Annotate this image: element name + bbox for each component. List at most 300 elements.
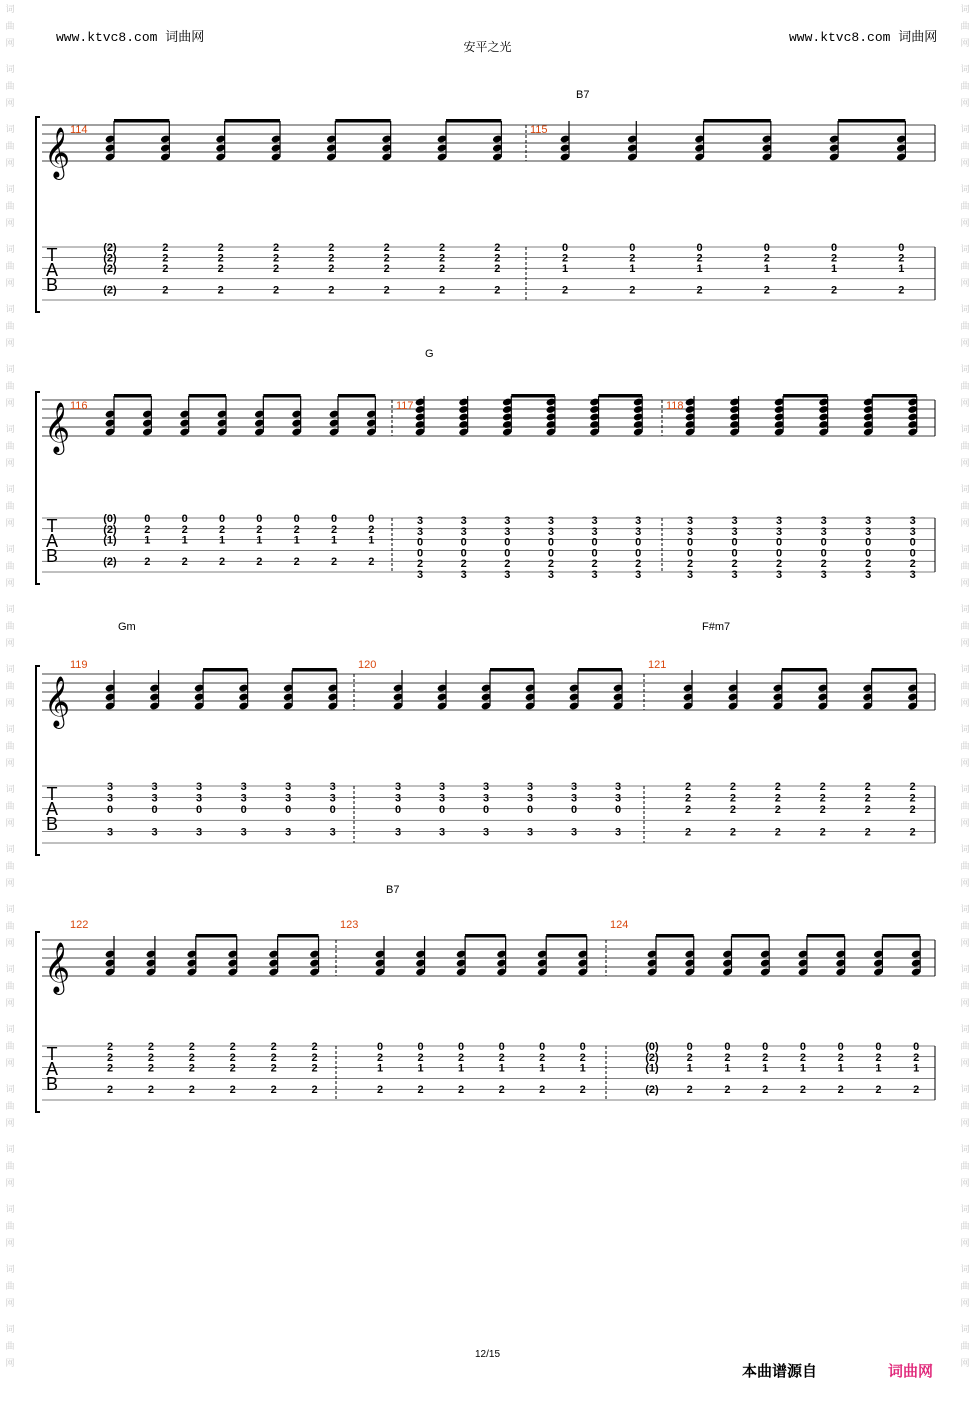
tab-number: 1 xyxy=(799,1062,806,1075)
tab-number: 2 xyxy=(837,1084,844,1097)
tab-number: 1 xyxy=(181,534,188,547)
beam xyxy=(872,668,917,672)
tab-number: 3 xyxy=(240,826,247,839)
tab-number: 2 xyxy=(724,1051,731,1064)
tab-number: 2 xyxy=(181,523,188,536)
tab-number: 2 xyxy=(147,1084,154,1097)
watermark-block: 词 曲 网 xyxy=(960,665,970,709)
tab-number: 3 xyxy=(438,781,446,793)
header-site-right-url[interactable]: www.ktvc8.com xyxy=(789,30,891,45)
tab-number: 3 xyxy=(526,781,534,793)
tab-column xyxy=(821,515,827,581)
tab-column xyxy=(330,781,336,839)
tab-number: 2 xyxy=(731,558,738,571)
tab-number: 2 xyxy=(684,792,692,805)
tab-number: 2 xyxy=(762,1084,769,1097)
watermark-block: 词 曲 网 xyxy=(5,125,15,169)
tab-column xyxy=(294,513,300,568)
tab-number: 0 xyxy=(376,1041,384,1053)
beam xyxy=(656,934,694,938)
tab-number: 2 xyxy=(217,242,224,254)
tab-number: 0 xyxy=(504,547,511,560)
tab-number: 0 xyxy=(526,803,534,816)
tab-number: 2 xyxy=(270,1084,277,1097)
tab-number: 2 xyxy=(909,792,916,805)
watermark-block: 词 曲 网 xyxy=(5,785,15,829)
watermark-block: 词 曲 网 xyxy=(960,965,970,1009)
tab-number: 3 xyxy=(570,792,578,805)
tab-number: 3 xyxy=(106,781,114,793)
watermark-block: 词 曲 网 xyxy=(960,605,970,649)
tab-number: (2) xyxy=(103,523,117,536)
tab-number: 3 xyxy=(416,569,424,581)
tab-number: 0 xyxy=(898,242,905,254)
tab-number: 3 xyxy=(460,525,467,538)
tab-label-t: T xyxy=(46,784,58,804)
measure-number: 117 xyxy=(396,400,414,412)
tab-number: 2 xyxy=(729,781,736,793)
tab-number: 2 xyxy=(684,803,692,816)
tab-number: 3 xyxy=(909,569,916,581)
tab-column xyxy=(230,1041,236,1096)
tab-number: 1 xyxy=(330,534,338,547)
measure-number: 121 xyxy=(648,659,667,671)
tab-number: 2 xyxy=(218,556,226,569)
tab-column xyxy=(838,1041,844,1096)
measure-number: 120 xyxy=(358,659,377,671)
tab-number: 2 xyxy=(696,252,703,265)
tab-number: 3 xyxy=(504,525,511,538)
tab-number: 2 xyxy=(831,284,838,297)
tab-number: 0 xyxy=(181,513,188,525)
tab-number: 3 xyxy=(776,515,783,527)
tab-column xyxy=(645,1041,659,1096)
tab-number: 2 xyxy=(819,781,826,793)
tab-number: 3 xyxy=(865,515,872,527)
tab-number: 2 xyxy=(328,284,335,297)
tab-number: 1 xyxy=(762,1062,769,1075)
tab-number: 3 xyxy=(570,826,578,839)
watermark-block: 词 曲 网 xyxy=(960,1325,970,1369)
tab-number: 0 xyxy=(285,803,292,816)
tab-column xyxy=(629,242,635,296)
tab-number: 0 xyxy=(106,803,114,816)
tab-column xyxy=(107,781,113,839)
tab-number: 2 xyxy=(256,523,263,536)
tab-number: 3 xyxy=(547,525,554,538)
tab-number: 3 xyxy=(329,792,336,805)
tab-column xyxy=(875,1041,881,1096)
measure-114 xyxy=(70,119,503,296)
tab-column xyxy=(144,513,150,568)
measure-number: 122 xyxy=(70,919,89,931)
tab-number: 2 xyxy=(383,242,390,254)
tab-number: 0 xyxy=(629,242,636,254)
chord-label: G xyxy=(425,348,434,360)
system-bracket xyxy=(36,932,40,1112)
tab-number: 2 xyxy=(162,284,169,297)
tab-number: 2 xyxy=(837,1051,844,1064)
tab-column xyxy=(548,515,554,581)
tab-number: (2) xyxy=(103,284,117,297)
measure-116 xyxy=(70,394,377,568)
tab-number: 3 xyxy=(151,781,158,793)
tab-number: 2 xyxy=(311,1084,318,1097)
tab-number: 2 xyxy=(458,1051,465,1064)
tab-number: 2 xyxy=(494,242,501,254)
tab-number: 2 xyxy=(106,1084,114,1097)
tab-number: 2 xyxy=(864,792,871,805)
beam xyxy=(196,934,237,938)
tab-number: 0 xyxy=(875,1041,882,1053)
beam xyxy=(704,119,771,123)
tab-column xyxy=(865,515,871,581)
tab-number: 1 xyxy=(498,1062,505,1075)
tab-number: 2 xyxy=(256,556,263,569)
tab-number: 2 xyxy=(272,242,280,254)
tab-number: 2 xyxy=(293,556,300,569)
tab-column xyxy=(328,242,334,296)
tab-number: 2 xyxy=(561,252,569,265)
tab-label-a: A xyxy=(45,531,59,551)
tab-column xyxy=(696,242,702,296)
tab-number: 3 xyxy=(196,781,203,793)
tab-number: 3 xyxy=(635,569,642,581)
tab-number: 0 xyxy=(763,242,770,254)
tab-column xyxy=(898,242,904,296)
tab-number: 0 xyxy=(570,803,578,816)
tab-number: 1 xyxy=(144,534,151,547)
tab-number: 2 xyxy=(376,1051,384,1064)
tab-number: 2 xyxy=(188,1041,195,1053)
measure-119 xyxy=(70,659,338,839)
tab-number: 3 xyxy=(686,569,694,581)
tab-number: 2 xyxy=(458,1084,465,1097)
tab-number: 3 xyxy=(416,525,424,538)
tab-number: 2 xyxy=(376,1084,384,1097)
tab-number: (2) xyxy=(645,1051,659,1064)
tab-number: 2 xyxy=(162,242,169,254)
tab-number: 2 xyxy=(188,1084,195,1097)
beam xyxy=(731,934,769,938)
measure-number: 118 xyxy=(666,400,684,412)
tab-number: 2 xyxy=(328,242,335,254)
tab-column xyxy=(685,781,691,839)
tab-column xyxy=(687,1041,693,1096)
watermark-block: 词 曲 网 xyxy=(5,1265,15,1309)
tab-number: 2 xyxy=(774,781,781,793)
watermark-block: 词 曲 网 xyxy=(960,1265,970,1309)
tab-number: 2 xyxy=(799,1084,806,1097)
tab-number: 2 xyxy=(763,252,770,265)
watermark-block: 词 曲 网 xyxy=(960,905,970,949)
tab-number: 3 xyxy=(285,781,292,793)
tab-number: 3 xyxy=(196,826,203,839)
tab-column xyxy=(730,781,736,839)
measure-number: 114 xyxy=(70,124,88,136)
tab-number: 3 xyxy=(731,525,738,538)
tab-number: 2 xyxy=(913,1084,920,1097)
tab-number: 2 xyxy=(629,252,636,265)
source-label: 本曲谱源自 xyxy=(742,1362,818,1380)
tab-number: 2 xyxy=(438,263,446,276)
watermark-block: 词 曲 网 xyxy=(960,785,970,829)
watermark-block: 词 曲 网 xyxy=(5,425,15,469)
tab-number: 0 xyxy=(731,547,738,560)
tab-number: 2 xyxy=(498,1051,505,1064)
tab-column xyxy=(591,515,597,581)
treble-clef-icon: 𝄞 xyxy=(44,676,71,727)
measure-120 xyxy=(354,659,623,843)
system-4 xyxy=(36,884,935,1112)
tab-label-t: T xyxy=(46,245,58,265)
tab-number: 0 xyxy=(776,547,783,560)
tab-number: 2 xyxy=(272,252,280,265)
system-3 xyxy=(36,621,935,855)
tab-number: 3 xyxy=(526,826,534,839)
tab-number: 0 xyxy=(614,803,622,816)
watermark-block: 词 曲 网 xyxy=(5,1025,15,1069)
tab-number: (2) xyxy=(103,263,117,276)
watermark-block: 词 曲 网 xyxy=(960,185,970,229)
tab-column xyxy=(909,781,915,839)
watermark-block: 词 曲 网 xyxy=(5,1145,15,1189)
tab-number: 2 xyxy=(106,1051,114,1064)
tab-column xyxy=(800,1041,806,1096)
watermark-block: 词 曲 网 xyxy=(960,545,970,589)
tab-number: 3 xyxy=(394,792,402,805)
tab-column xyxy=(285,781,291,839)
tab-number: 3 xyxy=(106,826,114,839)
tab-number: 2 xyxy=(383,252,390,265)
watermark-block: 词 曲 网 xyxy=(960,425,970,469)
tab-number: 3 xyxy=(731,515,738,527)
tab-number: 0 xyxy=(394,803,402,816)
tab-number: 1 xyxy=(458,1062,465,1075)
tab-number: 3 xyxy=(820,525,827,538)
tab-number: 2 xyxy=(864,781,871,793)
tab-number: 2 xyxy=(311,1051,318,1064)
beam xyxy=(114,119,169,123)
tab-number: 2 xyxy=(229,1051,236,1064)
tab-number: 2 xyxy=(819,826,826,839)
tab-number: (1) xyxy=(645,1062,659,1075)
tab-number: 3 xyxy=(591,515,598,527)
tab-number: (2) xyxy=(103,252,117,265)
tab-number: 1 xyxy=(686,1062,693,1075)
tab-number: 0 xyxy=(438,803,446,816)
tab-column xyxy=(527,781,533,839)
tab-number: 2 xyxy=(686,558,694,571)
tab-number: 2 xyxy=(819,803,826,816)
tab-column xyxy=(580,1041,586,1096)
tab-number: 0 xyxy=(460,547,467,560)
tab-number: 1 xyxy=(218,534,226,547)
tab-number: 2 xyxy=(729,803,736,816)
beam xyxy=(446,119,501,123)
tab-column xyxy=(499,1041,505,1096)
tab-number: 3 xyxy=(482,792,490,805)
tab-number: 2 xyxy=(438,252,446,265)
tab-number: 1 xyxy=(831,263,838,276)
chord-label: F#m7 xyxy=(702,621,731,633)
tab-number: 0 xyxy=(368,513,375,525)
tab-number: 2 xyxy=(729,792,736,805)
tab-number: 2 xyxy=(328,252,335,265)
tab-number: 2 xyxy=(311,1062,318,1075)
beam xyxy=(511,394,555,398)
tab-number: 2 xyxy=(460,558,467,571)
tab-number: 3 xyxy=(504,515,511,527)
tab-number: 2 xyxy=(875,1051,882,1064)
watermark-block: 词 曲 网 xyxy=(5,5,15,49)
beam xyxy=(278,934,319,938)
tab-number: 2 xyxy=(106,1062,114,1075)
tab-number: 1 xyxy=(376,1062,384,1075)
tab-column xyxy=(615,781,621,839)
beam xyxy=(872,394,917,398)
tab-label-a: A xyxy=(45,1059,59,1079)
treble-clef-icon: 𝄞 xyxy=(44,402,71,453)
tab-number: 2 xyxy=(909,781,916,793)
watermark-block: 词 曲 网 xyxy=(960,1145,970,1189)
tab-column xyxy=(241,781,247,839)
watermark-block: 词 曲 网 xyxy=(960,1085,970,1129)
measure-115 xyxy=(526,119,907,300)
tab-number: 3 xyxy=(394,781,402,793)
tab-number: 2 xyxy=(629,284,636,297)
tab-number: 2 xyxy=(774,826,781,839)
beam xyxy=(783,394,828,398)
watermark-block: 词 曲 网 xyxy=(960,5,970,49)
tab-column xyxy=(103,513,117,568)
tab-number: 2 xyxy=(579,1084,586,1097)
tab-label-b: B xyxy=(45,1074,59,1094)
tab-number: 2 xyxy=(547,558,554,571)
tab-number: 1 xyxy=(293,534,300,547)
beam xyxy=(838,119,905,123)
header-site-left-url[interactable]: www.ktvc8.com xyxy=(56,30,158,45)
tab-number: 2 xyxy=(330,556,338,569)
tab-number: 0 xyxy=(591,547,598,560)
watermark-block: 词 曲 网 xyxy=(960,1025,970,1069)
tab-number: 3 xyxy=(909,525,916,538)
tab-label-a: A xyxy=(45,799,59,819)
tab-number: 1 xyxy=(763,263,770,276)
watermark-block: 词 曲 网 xyxy=(5,305,15,349)
tab-number: 1 xyxy=(368,534,375,547)
tab-number: 3 xyxy=(460,569,467,581)
tab-number: 2 xyxy=(383,284,390,297)
tab-number: (0) xyxy=(103,513,117,525)
tab-column xyxy=(107,1041,113,1096)
chord-label: B7 xyxy=(576,89,590,101)
tab-number: 3 xyxy=(686,525,694,538)
tab-column xyxy=(571,781,577,839)
tab-number: 3 xyxy=(547,515,554,527)
watermark-block: 词 曲 网 xyxy=(960,125,970,169)
system-bracket xyxy=(36,392,40,584)
tab-number: 2 xyxy=(147,1041,154,1053)
tab-number: 0 xyxy=(837,1041,844,1053)
tab-column xyxy=(461,515,467,581)
tab-number: 0 xyxy=(776,536,783,549)
tab-number: 3 xyxy=(438,826,446,839)
tab-column xyxy=(439,242,445,296)
tab-number: 0 xyxy=(635,536,642,549)
tab-number: 2 xyxy=(417,1051,424,1064)
tab-number: 2 xyxy=(561,284,569,297)
watermark-block: 词 曲 网 xyxy=(5,65,15,109)
watermark-block: 词 曲 网 xyxy=(960,65,970,109)
tab-number: 2 xyxy=(383,263,390,276)
beam xyxy=(114,394,151,398)
tab-label-a: A xyxy=(45,260,59,280)
tab-number: 1 xyxy=(417,1062,424,1075)
tab-number: 2 xyxy=(898,252,905,265)
header-site-left-cn: 词曲网 xyxy=(165,30,205,45)
watermark-block: 词 曲 网 xyxy=(5,725,15,769)
tab-number: 2 xyxy=(328,263,335,276)
tab-number: 3 xyxy=(614,781,622,793)
tab-number: 0 xyxy=(417,1041,424,1053)
tab-number: 2 xyxy=(831,252,838,265)
tab-number: 0 xyxy=(240,803,247,816)
tab-number: 0 xyxy=(686,1041,693,1053)
tab-number: 2 xyxy=(684,781,692,793)
tab-number: 0 xyxy=(909,536,916,549)
tab-number: 0 xyxy=(329,803,336,816)
tab-number: 0 xyxy=(591,536,598,549)
tab-number: 1 xyxy=(875,1062,882,1075)
tab-column xyxy=(494,242,500,296)
tab-number: 2 xyxy=(539,1084,546,1097)
measure-118 xyxy=(662,394,918,581)
tab-number: 2 xyxy=(729,826,736,839)
tab-number: 0 xyxy=(547,536,554,549)
tab-number: 2 xyxy=(909,826,916,839)
tab-number: 2 xyxy=(762,1051,769,1064)
tab-number: 0 xyxy=(539,1041,546,1053)
tab-number: 3 xyxy=(909,515,916,527)
tab-number: 2 xyxy=(696,284,703,297)
tab-number: 2 xyxy=(368,523,375,536)
tab-number: 3 xyxy=(240,792,247,805)
beam xyxy=(225,119,280,123)
tab-number: 0 xyxy=(482,803,490,816)
source-brand-link[interactable]: 词曲网 xyxy=(888,1362,934,1380)
tab-number: 0 xyxy=(820,547,827,560)
tab-number: 2 xyxy=(293,523,300,536)
tab-column xyxy=(483,781,489,839)
tab-column xyxy=(103,242,117,296)
tab-column xyxy=(395,781,401,839)
tab-number: 3 xyxy=(776,569,783,581)
tab-number: 2 xyxy=(591,558,598,571)
tab-number: 2 xyxy=(635,558,642,571)
system-2 xyxy=(36,348,935,584)
tab-number: 0 xyxy=(913,1041,920,1053)
tab-number: 3 xyxy=(482,826,490,839)
system-bracket xyxy=(36,117,40,312)
tab-column xyxy=(331,513,337,568)
tab-number: 2 xyxy=(272,284,280,297)
watermark-block: 词 曲 网 xyxy=(960,305,970,349)
watermark-block: 词 曲 网 xyxy=(5,365,15,409)
tab-number: 0 xyxy=(458,1041,465,1053)
tab-number: 2 xyxy=(147,1051,154,1064)
tab-number: 0 xyxy=(416,536,424,549)
